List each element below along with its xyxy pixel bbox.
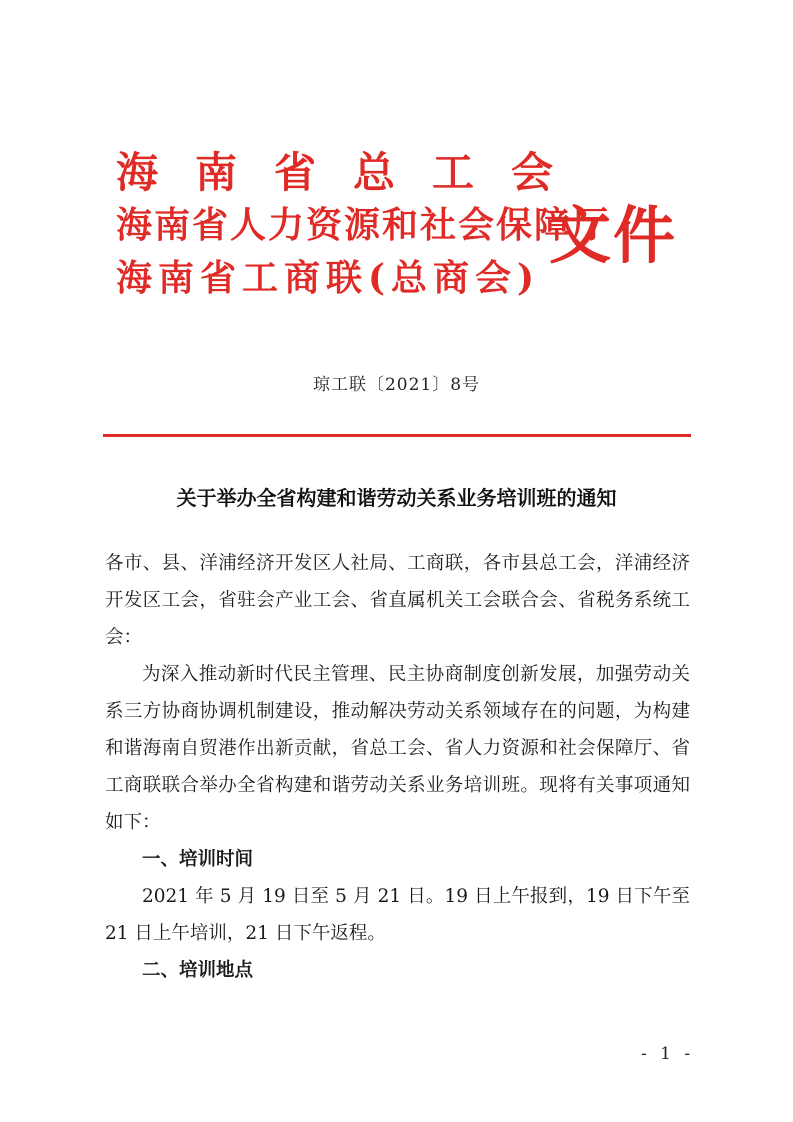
document-word-label: 文件 [549,199,678,272]
document-body [105,545,690,989]
section-heading-training-time: 一、培训时间 [142,849,254,870]
issuer-hainan-federation-of-industry-commerce: 海南省工商联(总商会) [116,257,541,299]
page-number: - 1 - [641,1044,695,1064]
document-title: 关于举办全省构建和谐劳动关系业务培训班的通知 [176,486,617,510]
intro-paragraph: 为深入推动新时代民主管理、民主协商制度创新发展，加强劳动关系三方协商协调机制建设，推动解决劳动关系领域存在的问题，为构建和谐海南自贸港作出新贡献，省总工会、省人力资源和社会保障厅、省工商联联合举办全省构建和谐劳动关系业务培训班。现将有关事项通知如下： [105,664,690,833]
issuing-organizations [116,146,611,305]
red-separator-line [103,434,691,437]
issuer-hainan-human-resources-social-security-dept: 海南省人力资源和社会保障厅 [116,204,611,246]
section-text-training-time: 2021 年 5 月 19 日至 5 月 21 日。19 日上午报到，19 日下午至 21 日上午培训，21 日下午返程。 [105,886,690,944]
section-heading-training-location: 二、培训地点 [142,960,254,981]
issuer-hainan-federation-of-trade-unions: 海南省总工会 [116,148,591,197]
document-number: 琼工联〔2021〕8号 [312,375,481,395]
recipients-paragraph: 各市、县、洋浦经济开发区人社局、工商联，各市县总工会，洋浦经济开发区工会，省驻会产业工会、省直属机关工会联合会、省税务系统工会： [105,553,690,648]
